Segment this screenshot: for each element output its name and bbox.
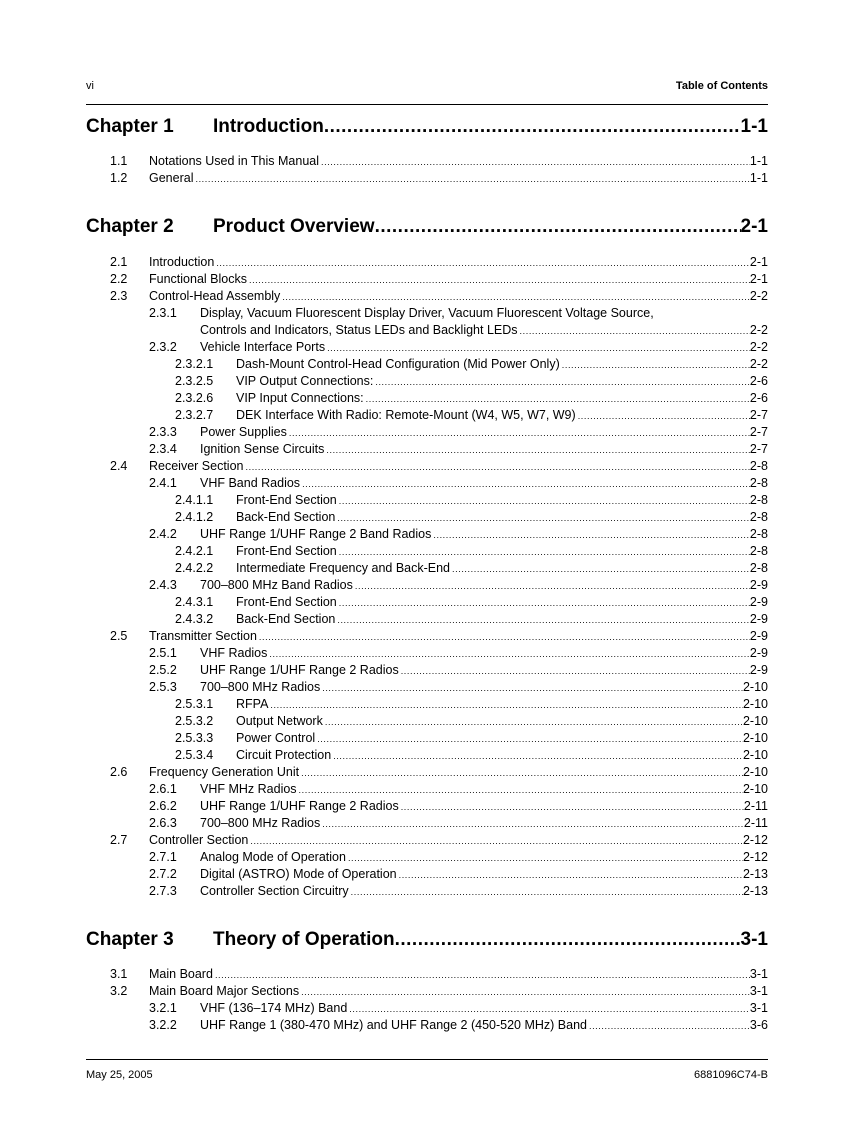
toc-entry <box>175 544 768 561</box>
section-page: 2-1 <box>749 272 768 286</box>
section-page: 2-9 <box>749 629 768 643</box>
toc-entry <box>149 816 768 833</box>
toc-entry <box>149 680 768 697</box>
toc-entry <box>175 510 768 527</box>
section-number: 1.1 <box>110 154 128 168</box>
section-number: 1.2 <box>110 171 128 185</box>
section-page: 2-6 <box>749 374 768 388</box>
section-title: VIP Input Connections: <box>236 391 364 405</box>
chapter-title: Product Overview <box>213 216 375 237</box>
dot-leader <box>322 683 743 693</box>
header-title: Table of Contents <box>675 80 768 92</box>
chapter-heading <box>86 216 768 242</box>
toc-entry <box>149 306 768 323</box>
toc-entry <box>175 697 768 714</box>
section-number: 2.4.3.2 <box>175 612 214 626</box>
toc-entry <box>110 459 768 476</box>
dot-leader <box>282 292 750 302</box>
dot-leader <box>399 870 743 880</box>
dot-leader <box>325 717 743 727</box>
section-page: 2-8 <box>749 459 768 473</box>
section-number: 2.7.3 <box>149 884 177 898</box>
dot-leader <box>433 530 750 540</box>
toc-entry <box>149 850 768 867</box>
toc-entry <box>110 171 768 188</box>
toc-entry <box>149 340 768 357</box>
section-title: Power Control <box>236 731 316 745</box>
section-title: UHF Range 1/UHF Range 2 Radios <box>200 663 399 677</box>
toc-entry <box>149 527 768 544</box>
dot-leader <box>355 581 750 591</box>
section-number: 2.7 <box>110 833 128 847</box>
toc-entry <box>110 833 768 850</box>
dot-leader <box>339 547 750 557</box>
dot-leader <box>216 258 750 268</box>
section-title: Transmitter Section <box>149 629 257 643</box>
section-number: 2.2 <box>110 272 128 286</box>
section-page: 2-7 <box>749 408 768 422</box>
section-title: Receiver Section <box>149 459 244 473</box>
section-page: 2-12 <box>742 850 768 864</box>
dot-leader <box>249 275 750 285</box>
section-title: Power Supplies <box>200 425 287 439</box>
section-number: 3.2.2 <box>149 1018 177 1032</box>
dot-leader <box>339 598 750 608</box>
dot-leader <box>339 496 750 506</box>
section-page: 2-10 <box>742 680 768 694</box>
section-number: 2.3.1 <box>149 306 177 320</box>
page-number-label: vi <box>86 80 94 92</box>
section-title: Intermediate Frequency and Back-End <box>236 561 451 575</box>
dot-leader <box>589 1021 750 1031</box>
page-header <box>86 80 768 96</box>
section-page: 2-12 <box>742 833 768 847</box>
section-title: VHF MHz Radios <box>200 782 297 796</box>
section-page: 3-1 <box>749 967 768 981</box>
toc-entry <box>149 1018 768 1035</box>
section-page: 2-13 <box>742 884 768 898</box>
toc-entry <box>149 884 768 901</box>
toc-entry <box>175 357 768 374</box>
toc-entry <box>175 561 768 578</box>
section-page: 2-8 <box>749 476 768 490</box>
section-number: 2.5 <box>110 629 128 643</box>
dot-leader <box>301 768 743 778</box>
dot-leader <box>348 853 743 863</box>
section-number: 2.4.3.1 <box>175 595 214 609</box>
dot-leader <box>321 157 750 167</box>
section-title-continuation: Controls and Indicators, Status LEDs and Backlight LEDs <box>200 323 518 337</box>
toc-entry <box>149 476 768 493</box>
document-page <box>86 0 768 1122</box>
section-page: 2-10 <box>742 714 768 728</box>
dot-leader <box>395 929 741 951</box>
section-page: 2-13 <box>742 867 768 881</box>
section-page: 2-2 <box>749 357 768 371</box>
dot-leader <box>195 174 749 184</box>
section-number: 2.6 <box>110 765 128 779</box>
section-number: 2.3.2.5 <box>175 374 214 388</box>
dot-leader <box>578 411 750 421</box>
toc-entry <box>149 663 768 680</box>
dot-leader <box>324 116 741 138</box>
section-number: 2.7.2 <box>149 867 177 881</box>
section-page: 2-6 <box>749 391 768 405</box>
section-number: 2.6.2 <box>149 799 177 813</box>
section-number: 2.5.3.1 <box>175 697 214 711</box>
section-title: Dash-Mount Control-Head Configuration (Mid Power Only) <box>236 357 560 371</box>
toc-entry <box>175 748 768 765</box>
toc-entry <box>110 629 768 646</box>
section-title: Controller Section <box>149 833 249 847</box>
chapter-title: Introduction <box>213 116 324 137</box>
dot-leader <box>250 836 743 846</box>
section-number: 2.3.2 <box>149 340 177 354</box>
section-title: Front-End Section <box>236 544 337 558</box>
dot-leader <box>401 666 750 676</box>
section-title: General <box>149 171 194 185</box>
dot-leader <box>215 970 750 980</box>
section-page: 2-9 <box>749 595 768 609</box>
section-number: 2.4.2 <box>149 527 177 541</box>
section-number: 2.4.2.1 <box>175 544 214 558</box>
section-page: 3-1 <box>749 984 768 998</box>
section-page: 2-2 <box>749 289 768 303</box>
section-number: 2.6.3 <box>149 816 177 830</box>
section-page: 2-1 <box>749 255 768 269</box>
chapter-heading <box>86 116 768 142</box>
section-page: 2-7 <box>749 425 768 439</box>
section-title: 700–800 MHz Band Radios <box>200 578 353 592</box>
dot-leader <box>326 445 750 455</box>
section-title: Frequency Generation Unit <box>149 765 300 779</box>
section-number: 2.3.4 <box>149 442 177 456</box>
section-number: 2.5.3.2 <box>175 714 214 728</box>
section-title: Main Board Major Sections <box>149 984 300 998</box>
section-title: UHF Range 1 (380-470 MHz) and UHF Range 2 (450-520 MHz) Band <box>200 1018 587 1032</box>
toc-entry <box>149 782 768 799</box>
chapter-page: 3-1 <box>740 929 768 950</box>
toc-entry <box>175 374 768 391</box>
section-page: 2-10 <box>742 697 768 711</box>
chapter-page: 1-1 <box>740 116 768 137</box>
section-number: 2.4.1 <box>149 476 177 490</box>
section-title: Front-End Section <box>236 595 337 609</box>
dot-leader <box>366 394 750 404</box>
section-title: Main Board <box>149 967 213 981</box>
chapter-heading <box>86 929 768 955</box>
dot-leader <box>322 819 744 829</box>
toc-entry <box>110 984 768 1001</box>
section-number: 2.3.2.1 <box>175 357 214 371</box>
section-page: 2-8 <box>749 544 768 558</box>
dot-leader <box>375 216 741 238</box>
chapter-label: Chapter 1 <box>86 116 174 137</box>
section-number: 2.5.3.4 <box>175 748 214 762</box>
toc-entry <box>175 595 768 612</box>
section-page: 2-9 <box>749 663 768 677</box>
section-number: 2.5.2 <box>149 663 177 677</box>
dot-leader <box>351 887 743 897</box>
dot-leader <box>269 649 750 659</box>
section-page: 2-10 <box>742 782 768 796</box>
dot-leader <box>452 564 750 574</box>
section-page: 2-10 <box>742 748 768 762</box>
section-number: 2.5.3.3 <box>175 731 214 745</box>
section-number: 2.4.3 <box>149 578 177 592</box>
toc-entry <box>149 425 768 442</box>
section-title: Vehicle Interface Ports <box>200 340 326 354</box>
section-title: Output Network <box>236 714 323 728</box>
section-title: Functional Blocks <box>149 272 247 286</box>
toc-entry <box>149 442 768 459</box>
section-page: 2-9 <box>749 646 768 660</box>
section-page: 3-6 <box>749 1018 768 1032</box>
chapter-label: Chapter 3 <box>86 929 174 950</box>
dot-leader <box>246 462 750 472</box>
section-number: 2.1 <box>110 255 128 269</box>
footer-rule <box>86 1059 768 1060</box>
toc-entry <box>110 289 768 306</box>
dot-leader <box>401 802 744 812</box>
dot-leader <box>302 479 750 489</box>
toc-entry <box>175 714 768 731</box>
section-title: 700–800 MHz Radios <box>200 680 321 694</box>
section-number: 2.6.1 <box>149 782 177 796</box>
toc-entry <box>149 646 768 663</box>
toc-entry <box>110 154 768 171</box>
section-number: 2.5.3 <box>149 680 177 694</box>
section-title: Notations Used in This Manual <box>149 154 319 168</box>
footer-date: May 25, 2005 <box>86 1069 153 1081</box>
section-page: 2-11 <box>743 799 768 813</box>
dot-leader <box>562 360 750 370</box>
toc-entry <box>110 967 768 984</box>
dot-leader <box>299 785 743 795</box>
dot-leader <box>375 377 750 387</box>
section-number: 2.3 <box>110 289 128 303</box>
section-page: 1-1 <box>749 154 768 168</box>
section-number: 2.4.1.1 <box>175 493 214 507</box>
toc-entry <box>175 493 768 510</box>
section-title: DEK Interface With Radio: Remote-Mount (W4, W5, W7, W9) <box>236 408 576 422</box>
section-title: VHF Radios <box>200 646 268 660</box>
chapter-label: Chapter 2 <box>86 216 174 237</box>
section-title: VHF (136–174 MHz) Band <box>200 1001 348 1015</box>
section-page: 2-8 <box>749 510 768 524</box>
section-number: 2.4.1.2 <box>175 510 214 524</box>
toc-entry <box>110 272 768 289</box>
section-title: RFPA <box>236 697 269 711</box>
toc-entry <box>175 731 768 748</box>
section-title: UHF Range 1/UHF Range 2 Radios <box>200 799 399 813</box>
header-rule <box>86 104 768 105</box>
chapter-title: Theory of Operation <box>213 929 395 950</box>
dot-leader <box>327 343 750 353</box>
section-number: 2.3.2.6 <box>175 391 214 405</box>
toc-entry <box>149 578 768 595</box>
section-title: UHF Range 1/UHF Range 2 Band Radios <box>200 527 432 541</box>
dot-leader <box>301 987 750 997</box>
section-title: Display, Vacuum Fluorescent Display Driver, Vacuum Fluorescent Voltage Source, <box>200 306 654 320</box>
dot-leader <box>270 700 743 710</box>
section-number: 2.3.2.7 <box>175 408 214 422</box>
toc-entry <box>175 612 768 629</box>
section-page: 3-1 <box>749 1001 768 1015</box>
toc-entry <box>110 255 768 272</box>
section-number: 2.5.1 <box>149 646 177 660</box>
dot-leader <box>337 513 750 523</box>
page-footer <box>86 1069 768 1085</box>
section-title: Back-End Section <box>236 510 336 524</box>
toc-entry <box>149 1001 768 1018</box>
section-title: Analog Mode of Operation <box>200 850 346 864</box>
toc-entry <box>149 867 768 884</box>
section-page: 2-9 <box>749 578 768 592</box>
section-page: 1-1 <box>749 171 768 185</box>
section-title: Control-Head Assembly <box>149 289 281 303</box>
section-page: 2-10 <box>742 731 768 745</box>
section-number: 2.4 <box>110 459 128 473</box>
section-title: Front-End Section <box>236 493 337 507</box>
section-page: 2-8 <box>749 561 768 575</box>
section-title: Introduction <box>149 255 215 269</box>
footer-doc-number: 6881096C74-B <box>693 1069 768 1081</box>
dot-leader <box>259 632 750 642</box>
toc-entry <box>149 799 768 816</box>
section-page: 2-11 <box>743 816 768 830</box>
section-title: Controller Section Circuitry <box>200 884 349 898</box>
dot-leader <box>349 1004 750 1014</box>
section-title: Ignition Sense Circuits <box>200 442 325 456</box>
dot-leader <box>289 428 750 438</box>
section-title: VIP Output Connections: <box>236 374 374 388</box>
section-number: 3.2 <box>110 984 128 998</box>
toc-entry <box>110 765 768 782</box>
section-page: 2-9 <box>749 612 768 626</box>
section-number: 2.7.1 <box>149 850 177 864</box>
section-title: 700–800 MHz Radios <box>200 816 321 830</box>
section-page: 2-8 <box>749 493 768 507</box>
toc-entry <box>175 408 768 425</box>
section-page: 2-8 <box>749 527 768 541</box>
section-number: 3.2.1 <box>149 1001 177 1015</box>
section-page: 2-7 <box>749 442 768 456</box>
section-title: Back-End Section <box>236 612 336 626</box>
section-title: Digital (ASTRO) Mode of Operation <box>200 867 397 881</box>
dot-leader <box>333 751 743 761</box>
dot-leader <box>317 734 743 744</box>
section-number: 2.4.2.2 <box>175 561 214 575</box>
dot-leader <box>520 326 750 336</box>
toc-entry-continuation <box>200 323 768 340</box>
section-page: 2-2 <box>749 340 768 354</box>
toc-entry <box>175 391 768 408</box>
chapter-page: 2-1 <box>740 216 768 237</box>
dot-leader <box>337 615 750 625</box>
section-title: Circuit Protection <box>236 748 332 762</box>
section-number: 3.1 <box>110 967 128 981</box>
section-title: VHF Band Radios <box>200 476 301 490</box>
section-page: 2-10 <box>742 765 768 779</box>
section-number: 2.3.3 <box>149 425 177 439</box>
section-page: 2-2 <box>749 323 768 337</box>
